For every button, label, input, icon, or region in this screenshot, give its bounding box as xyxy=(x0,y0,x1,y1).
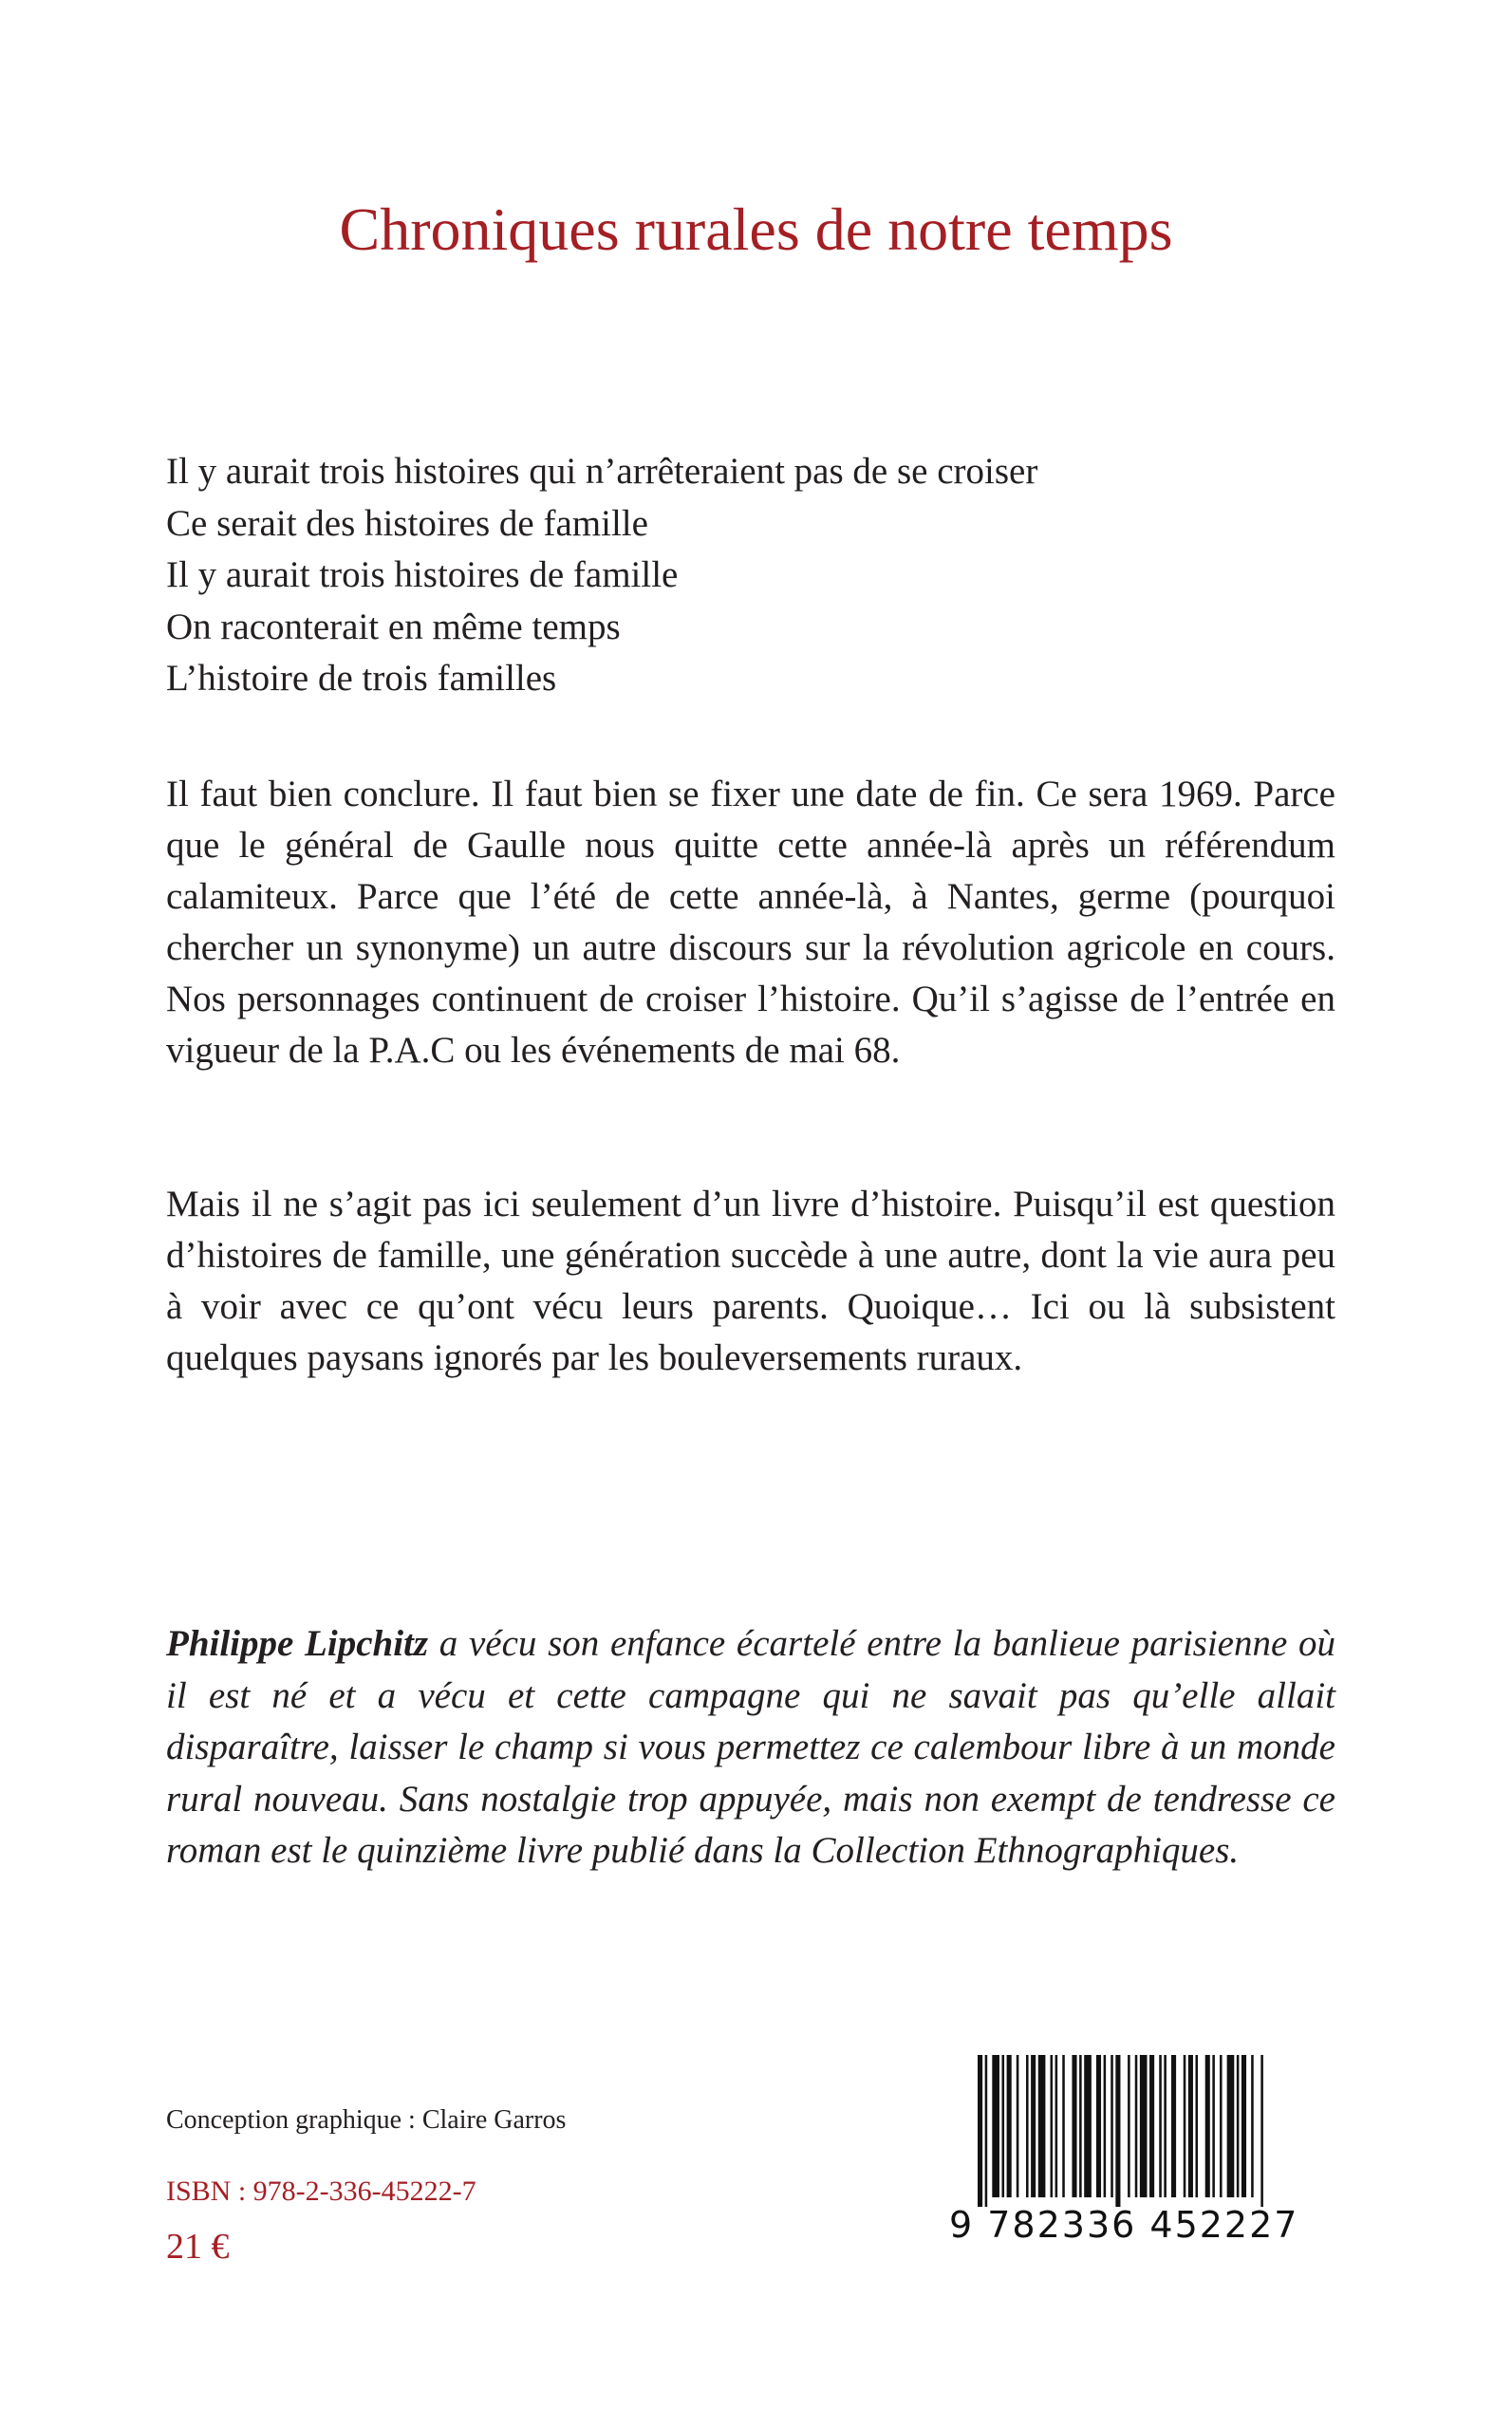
isbn-label: ISBN : 978-2-336-45222-7 xyxy=(166,2176,476,2207)
poem-line: On raconterait en même temps xyxy=(166,606,621,647)
synopsis-paragraph: Mais il ne s’agit pas ici seulement d’un livre d’histoire. Puisqu’il est question d’histoires de famille, une génération succède à une autre, dont la vie aura peu à voir avec ce qu’ont vécu leurs parents. Quoique… Ici ou là subsistent quelques paysans ignorés par les bouleversements ruraux. xyxy=(166,1184,1335,1378)
book-title: Chroniques rurales de notre temps xyxy=(339,196,1173,263)
poem-line: Ce serait des histoires de famille xyxy=(166,502,648,544)
author-name: Philippe Lipchitz xyxy=(166,1623,429,1664)
barcode-icon xyxy=(949,2055,1348,2283)
author-bio-text: a vécu son enfance écartelé entre la banlieue parisienne où il est né et a vécu et cette campagne qui ne savait pas qu’elle allait disparaître, laisser le champ si vous permettez ce calembour libre à un monde rural nouveau. Sans nostalgie trop appuyée, mais non exempt de tendresse ce roman est le quinzième livre publié dans la Collection Ethnographiques. xyxy=(166,1623,1335,1871)
design-credit: Conception graphique : Claire Garros xyxy=(166,2105,567,2135)
author-bio xyxy=(166,1618,1335,1877)
barcode-digits: 9 782336 452227 xyxy=(949,2204,1299,2246)
poem-line: Il y aurait trois histoires de famille xyxy=(166,554,679,595)
synopsis-paragraph: Il faut bien conclure. Il faut bien se fixer une date de fin. Ce sera 1969. Parce que le général de Gaulle nous quitte cette année-là après un référendum calamiteux. Parce que l’été de cette année-là, à Nantes, germe (pourquoi chercher un synonyme) un autre discours sur la révolution agricole en cours. Nos personnages continuent de croiser l’histoire. Qu’il s’agisse de l’entrée en vigueur de la P.A.C ou les événements de mai 68. xyxy=(166,774,1335,1071)
poem-block xyxy=(166,446,1353,705)
barcode-bars xyxy=(949,2055,1348,2207)
price-label: 21 € xyxy=(166,2227,230,2267)
poem-line: L’histoire de trois familles xyxy=(166,658,557,699)
poem-line: Il y aurait trois histoires qui n’arrêteraient pas de se croiser xyxy=(166,451,1038,492)
